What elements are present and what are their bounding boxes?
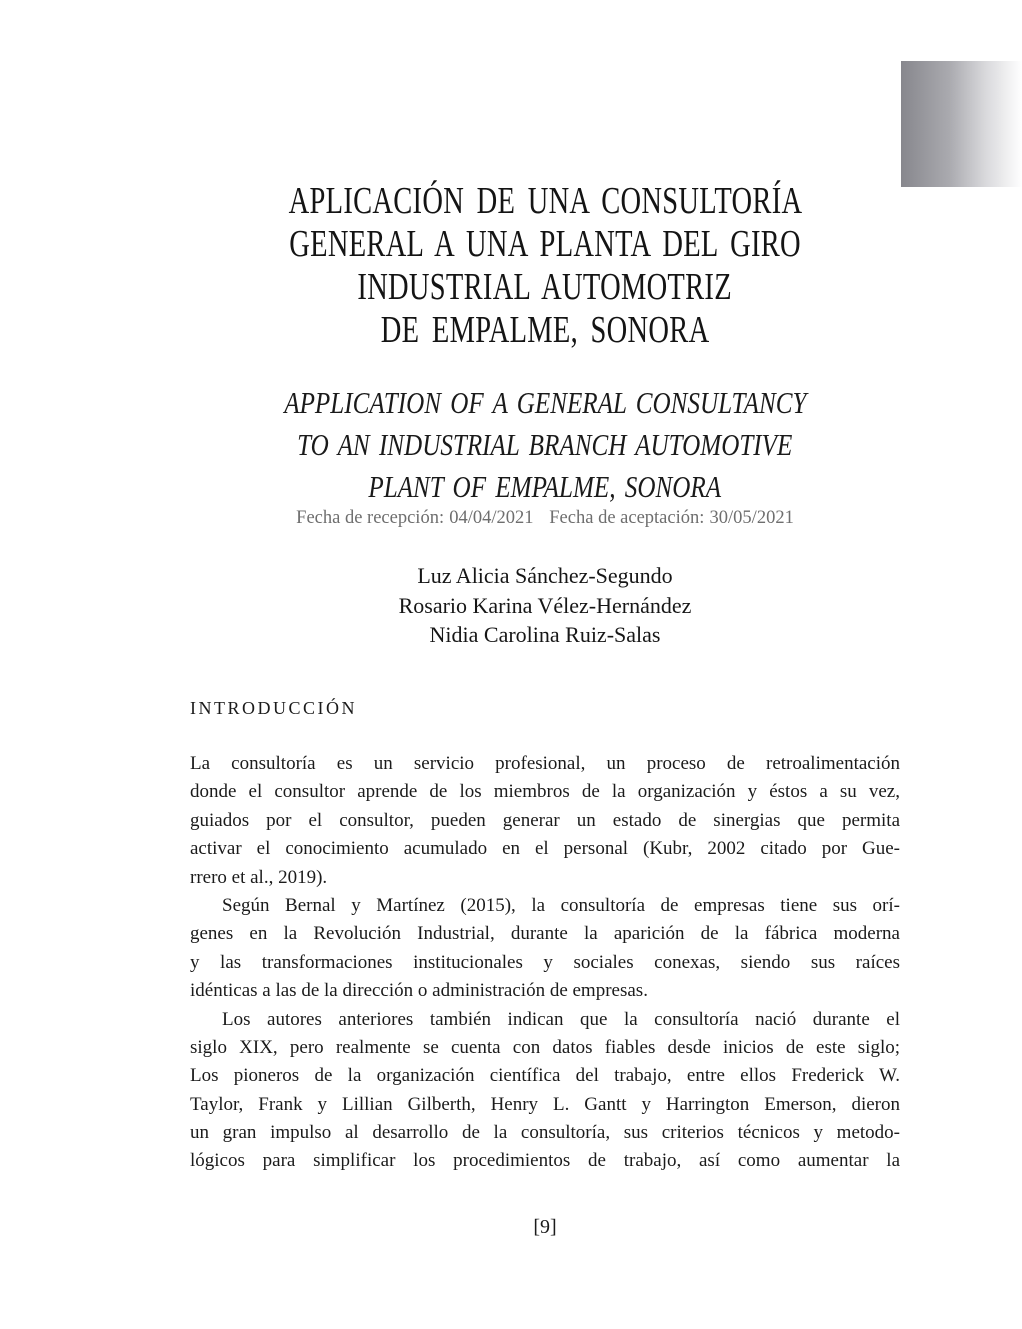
- corner-gradient-decoration: [901, 61, 1022, 187]
- section-heading-introduccion: INTRODUCCIÓN: [190, 698, 357, 718]
- body-text-line: lógicos para simplificar los procedimientos de trabajo, así como aumentar la: [190, 1150, 900, 1172]
- title-en-line: [190, 466, 900, 508]
- title-es-line: [190, 180, 900, 223]
- title-es-line: [190, 309, 900, 352]
- title-en-line: [190, 382, 900, 424]
- page-content-column: [190, 0, 900, 1329]
- body-text-line: Taylor, Frank y Lillian Gilberth, Henry L. Gantt y Harrington Emerson, dieron: [190, 1093, 900, 1115]
- body-text-line: y las transformaciones institucionales y sociales conexas, siendo sus raíces: [190, 951, 900, 973]
- title-en-line-text: PLANT OF EMPALME, SONORA: [368, 469, 722, 504]
- acceptance-date-value: 30/05/2021: [709, 508, 794, 528]
- body-text-line: Los autores anteriores también indican que la consultoría nació durante el: [222, 1008, 900, 1030]
- article-title-spanish: [190, 180, 900, 352]
- acceptance-date-label: Fecha de aceptación:: [549, 508, 705, 528]
- title-es-line-text: APLICACIÓN DE UNA CONSULTORÍA: [288, 180, 802, 222]
- title-es-line-text: GENERAL A UNA PLANTA DEL GIRO: [289, 223, 801, 265]
- title-es-line: [190, 266, 900, 309]
- title-es-line-text: INDUSTRIAL AUTOMOTRIZ: [357, 266, 733, 308]
- title-en-line-text: APPLICATION OF A GENERAL CONSULTANCY: [283, 385, 807, 420]
- author-name: Nidia Carolina Ruiz-Salas: [429, 622, 661, 647]
- reception-date-value: 04/04/2021: [449, 508, 534, 528]
- body-text-line: donde el consultor aprende de los miembros de la organización y éstos a su vez,: [190, 781, 900, 803]
- title-es-line: [190, 223, 900, 266]
- body-text-line: Según Bernal y Martínez (2015), la consultoría de empresas tiene sus orí-: [222, 894, 900, 916]
- body-text-line: rrero et al., 2019).: [190, 866, 328, 888]
- reception-date-label: Fecha de recepción:: [296, 508, 445, 528]
- page-number: [9]: [533, 1216, 557, 1238]
- author-name: Rosario Karina Vélez-Hernández: [398, 592, 692, 618]
- author-name: Luz Alicia Sánchez-Segundo: [417, 563, 673, 588]
- body-text-line: un gran impulso al desarrollo de la consultoría, sus criterios técnicos y metodo-: [190, 1122, 900, 1144]
- body-text-line: idénticas a las de la dirección o administración de empresas.: [190, 980, 648, 1002]
- article-body: [190, 750, 900, 1176]
- title-es-line-text: DE EMPALME, SONORA: [380, 309, 710, 351]
- title-en-line-text: TO AN INDUSTRIAL BRANCH AUTOMOTIVE: [297, 427, 793, 462]
- body-text-line: La consultoría es un servicio profesional, un proceso de retroalimentación: [190, 753, 900, 774]
- body-text-line: activar el conocimiento acumulado en el personal (Kubr, 2002 citado por Gue-: [190, 838, 900, 860]
- body-text-line: guiados por el consultor, pueden generar un estado de sinergias que permita: [190, 809, 900, 831]
- authors-block: [190, 561, 900, 650]
- body-text-line: siglo XIX, pero realmente se cuenta con datos fiables desde inicios de este siglo;: [190, 1036, 900, 1058]
- title-en-line: [190, 424, 900, 466]
- body-text-line: genes en la Revolución Industrial, durante la aparición de la fábrica moderna: [190, 923, 900, 945]
- article-title-english: [190, 382, 900, 508]
- body-text-line: Los pioneros de la organización científica del trabajo, entre ellos Frederick W.: [190, 1065, 900, 1087]
- dates-line: [190, 508, 900, 529]
